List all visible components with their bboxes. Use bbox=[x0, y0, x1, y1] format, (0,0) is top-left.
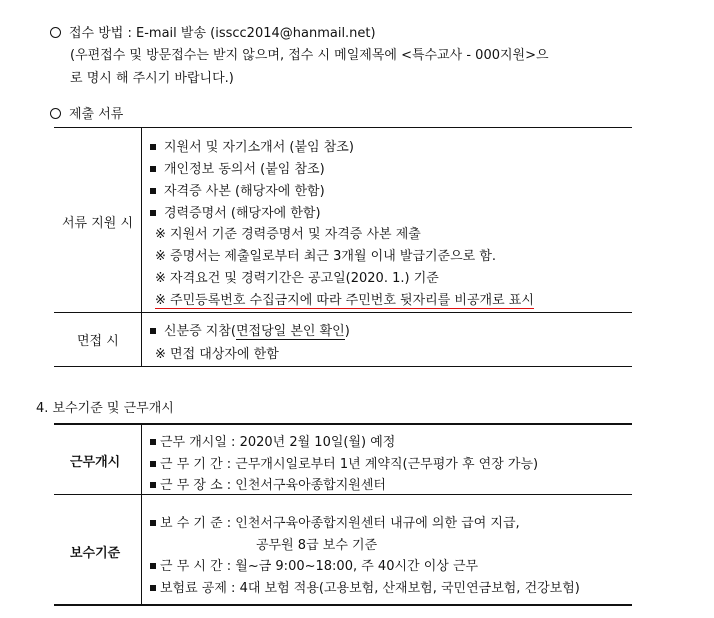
table-column-divider bbox=[141, 127, 142, 366]
documents-row2-note: ※ 면접 대상자에 한함 bbox=[155, 347, 279, 362]
table2-column-divider bbox=[141, 424, 142, 605]
documents-note: ※ 자격요건 및 경력기간은 공고일(2020. 1.) 기준 bbox=[155, 271, 439, 286]
table-bottom-border bbox=[54, 366, 632, 367]
documents-row1-label: 서류 지원 시 bbox=[62, 216, 134, 231]
submission-method-text: 접수 방법 : E-mail 발송 (isscc2014@hanmail.net) bbox=[69, 26, 376, 41]
section4-title: 4. 보수기준 및 근무개시 bbox=[36, 401, 174, 416]
documents-note-highlighted: ※ 주민등록번호 수집금지에 따라 주민번호 뒷자리를 비공개로 표시 bbox=[155, 293, 534, 308]
submission-note-line2: 로 명시 해 주시기 바랍니다.) bbox=[70, 71, 234, 86]
square-bullet-icon bbox=[150, 585, 156, 591]
circle-bullet-icon bbox=[50, 27, 61, 38]
square-bullet-icon bbox=[150, 166, 156, 172]
documents-row2-item: 신분증 지참(면접당일 본인 확인) bbox=[150, 320, 350, 339]
section4-row1-item: 근 무 장 소 : 인천서구육아종합지원센터 bbox=[150, 474, 386, 493]
submission-method bbox=[50, 22, 376, 41]
submission-note-line1: (우편접수 및 방문접수는 받지 않으며, 접수 시 메일제목에 <특수교사 - 000지원>으 bbox=[70, 48, 549, 63]
section4-row2-item-cont: 공무원 8급 보수 기준 bbox=[256, 538, 378, 553]
section4-row2-item: 보 수 기 준 : 인천서구육아종합지원센터 내규에 의한 급여 지급, bbox=[150, 512, 520, 531]
square-bullet-icon bbox=[150, 144, 156, 150]
documents-item: 경력증명서 (해당자에 한함) bbox=[150, 202, 321, 221]
square-bullet-icon bbox=[150, 439, 156, 445]
section4-row2-item: 근 무 시 간 : 월~금 9:00~18:00, 주 40시간 이상 근무 bbox=[150, 555, 478, 574]
square-bullet-icon bbox=[150, 563, 156, 569]
section4-row1-item: 근무 개시일 : 2020년 2월 10일(월) 예정 bbox=[150, 431, 395, 450]
documents-item: 개인정보 동의서 (붙임 참조) bbox=[150, 158, 325, 177]
documents-note: ※ 증명서는 제출일로부터 최근 3개월 이내 발급기준으로 함. bbox=[155, 249, 497, 264]
section4-row1-item: 근 무 기 간 : 근무개시일로부터 1년 계약직(근무평가 후 연장 가능) bbox=[150, 453, 538, 472]
documents-heading: 제출 서류 bbox=[50, 103, 123, 122]
section4-row2-item: 보험료 공제 : 4대 보험 적용(고용보험, 산재보험, 국민연금보험, 건강보험) bbox=[150, 577, 580, 596]
section4-row2-label: 보수기준 bbox=[70, 546, 121, 561]
documents-note: ※ 지원서 기준 경력증명서 및 자격증 사본 제출 bbox=[155, 227, 421, 242]
documents-item: 지원서 및 자기소개서 (붙임 참조) bbox=[150, 136, 354, 155]
square-bullet-icon bbox=[150, 461, 156, 467]
square-bullet-icon bbox=[150, 482, 156, 488]
circle-bullet-icon bbox=[50, 108, 61, 119]
documents-row2-label: 면접 시 bbox=[77, 334, 119, 349]
documents-item: 자격증 사본 (해당자에 한함) bbox=[150, 180, 325, 199]
square-bullet-icon bbox=[150, 328, 156, 334]
square-bullet-icon bbox=[150, 520, 156, 526]
square-bullet-icon bbox=[150, 210, 156, 216]
square-bullet-icon bbox=[150, 188, 156, 194]
section4-row1-label: 근무개시 bbox=[70, 455, 121, 470]
